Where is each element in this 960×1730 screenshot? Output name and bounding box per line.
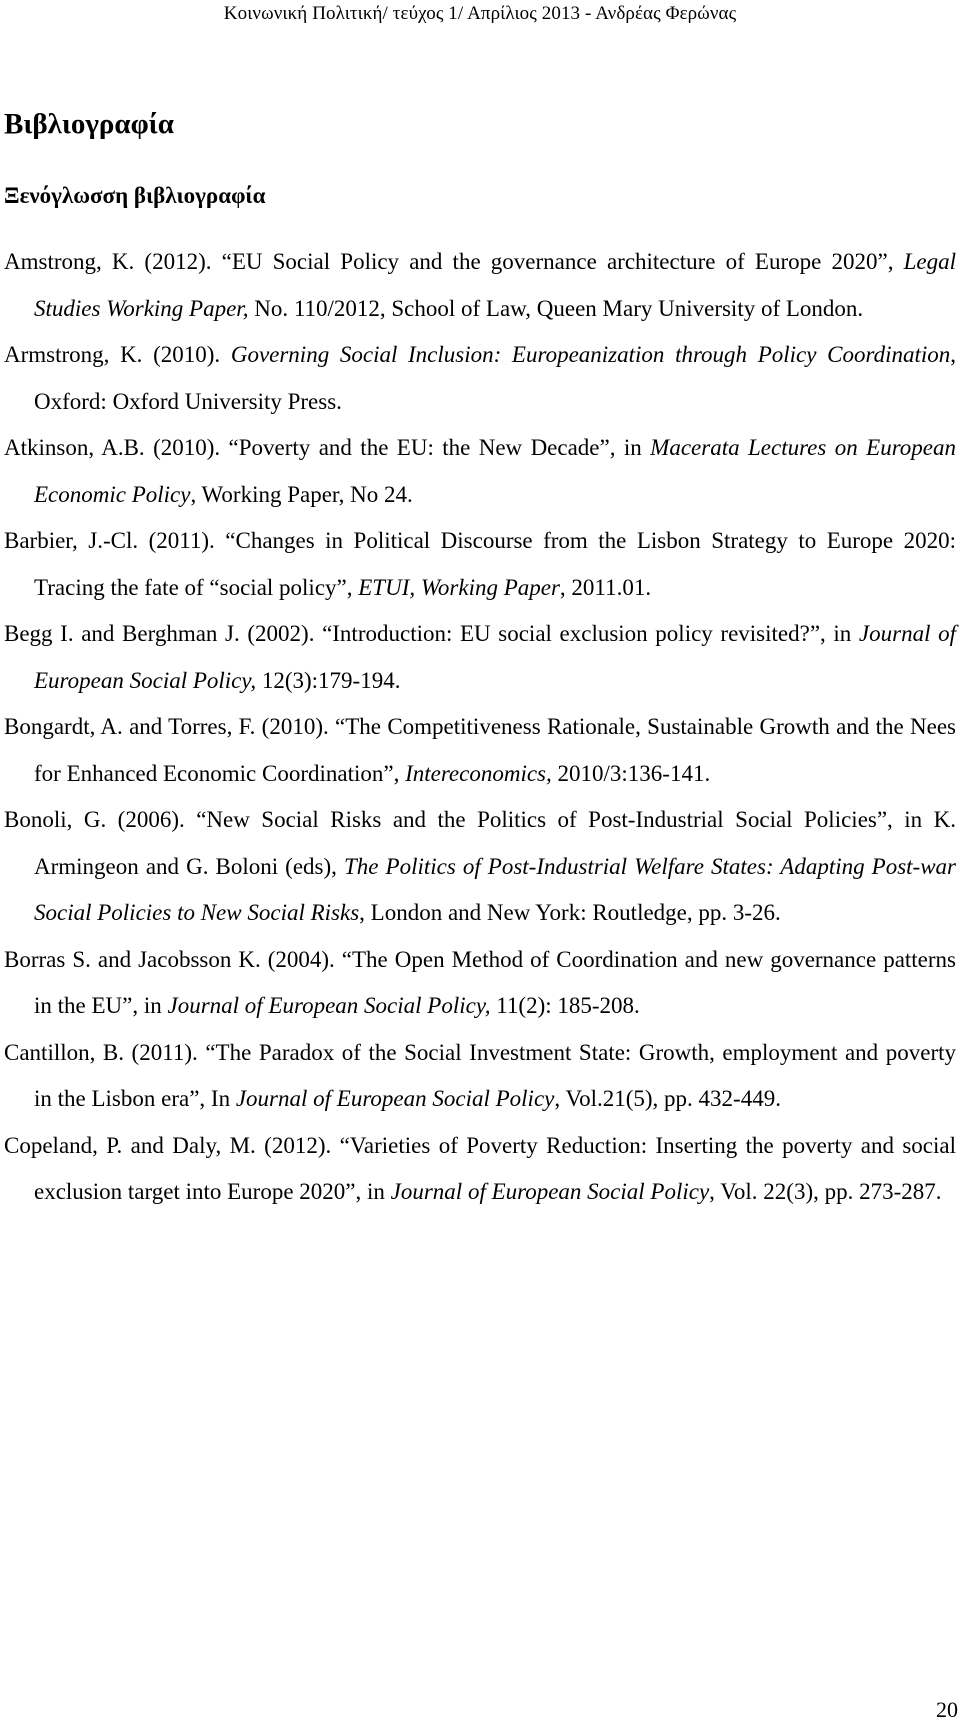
reference-source-title: Journal of European Social Policy bbox=[390, 1179, 710, 1204]
reference-text: , Vol.21(5), pp. 432-449. bbox=[554, 1086, 781, 1111]
reference-entry bbox=[4, 1030, 956, 1123]
running-header: Κοινωνική Πολιτική/ τεύχος 1/ Απρίλιος 2013 - Ανδρέας Φερώνας bbox=[223, 3, 737, 24]
reference-text: , Oxford: Oxford University Press. bbox=[34, 342, 956, 414]
reference-text: Barbier, J.-Cl. (2011). “Changes in Political Discourse from the Lisbon Strategy to Europe 2020: Tracing the fate of “social policy”, bbox=[4, 528, 956, 600]
reference-source-title: The Politics of Post-Industrial Welfare States: Adapting Post-war Social Policies to New Social Risks bbox=[34, 853, 956, 925]
reference-source-title: Journal of European Social Policy bbox=[235, 1086, 555, 1111]
reference-entry bbox=[4, 1123, 956, 1216]
reference-text: 12(3):179-194. bbox=[256, 667, 401, 693]
reference-text: Copeland, P. and Daly, M. (2012). “Varieties of Poverty Reduction: Inserting the poverty and social exclusion target into Europe 2020”, in bbox=[4, 1132, 956, 1204]
reference-text: Begg I. and Berghman J. (2002). “Introduction: EU social exclusion policy revisited?”, in bbox=[4, 621, 859, 646]
reference-entry bbox=[4, 704, 956, 797]
section-title: Βιβλιογραφία bbox=[4, 108, 174, 140]
reference-entry bbox=[4, 797, 956, 937]
reference-source-title: Journal of European Social Policy, bbox=[167, 993, 491, 1018]
reference-text: , London and New York: Routledge, pp. 3-26. bbox=[359, 900, 781, 925]
reference-source-title: Intereconomics, bbox=[405, 760, 552, 786]
reference-entry bbox=[4, 332, 956, 425]
reference-source-title: Macerata Lectures on European Economic Policy bbox=[34, 435, 956, 507]
reference-text: 11(2): 185-208. bbox=[490, 993, 640, 1018]
reference-text: , Working Paper, No 24. bbox=[190, 481, 413, 507]
reference-text: Amstrong, K. (2012). “EU Social Policy and the governance architecture of Europe 2020”, bbox=[4, 249, 904, 274]
reference-text: Bonoli, G. (2006). “New Social Risks and the Politics of Post-Industrial Social Policies”, in K. Armingeon and G. Boloni (eds), bbox=[4, 807, 956, 879]
reference-text: Atkinson, A.B. (2010). “Poverty and the EU: the New Decade”, in bbox=[4, 435, 651, 460]
reference-entry bbox=[4, 425, 956, 518]
reference-entry bbox=[4, 937, 956, 1030]
reference-entry bbox=[4, 518, 956, 611]
reference-list bbox=[4, 239, 956, 1216]
reference-source-title: Governing Social Inclusion: Europeanization through Policy Coordination bbox=[230, 342, 951, 367]
subsection-title: Ξενόγλωσση βιβλιογραφία bbox=[4, 183, 266, 208]
reference-text: Borras S. and Jacobsson K. (2004). “The Open Method of Coordination and new governance patterns in the EU”, in bbox=[4, 946, 956, 1018]
reference-text: , Vol. 22(3), pp. 273-287. bbox=[709, 1179, 942, 1204]
reference-source-title: ETUI, Working Paper bbox=[358, 574, 560, 600]
reference-text: 2010/3:136-141. bbox=[551, 760, 711, 786]
reference-source-title: Journal of European Social Policy, bbox=[34, 621, 956, 693]
reference-text: No. 110/2012, School of Law, Queen Mary University of London. bbox=[248, 295, 864, 321]
reference-source-title: Legal Studies Working Paper, bbox=[34, 249, 956, 321]
reference-entry bbox=[4, 611, 956, 704]
reference-entry bbox=[4, 239, 956, 332]
reference-text: , 2011.01. bbox=[559, 574, 652, 600]
reference-text: Armstrong, K. (2010). bbox=[4, 342, 231, 367]
page-number: 20 bbox=[936, 1697, 958, 1722]
reference-text: Bongardt, A. and Torres, F. (2010). “The Competitiveness Rationale, Sustainable Growth and the Nees for Enhanced Economic Coordination”, bbox=[4, 714, 956, 786]
reference-text: Cantillon, B. (2011). “The Paradox of the Social Investment State: Growth, employment and poverty in the Lisbon era”, In bbox=[4, 1039, 956, 1111]
